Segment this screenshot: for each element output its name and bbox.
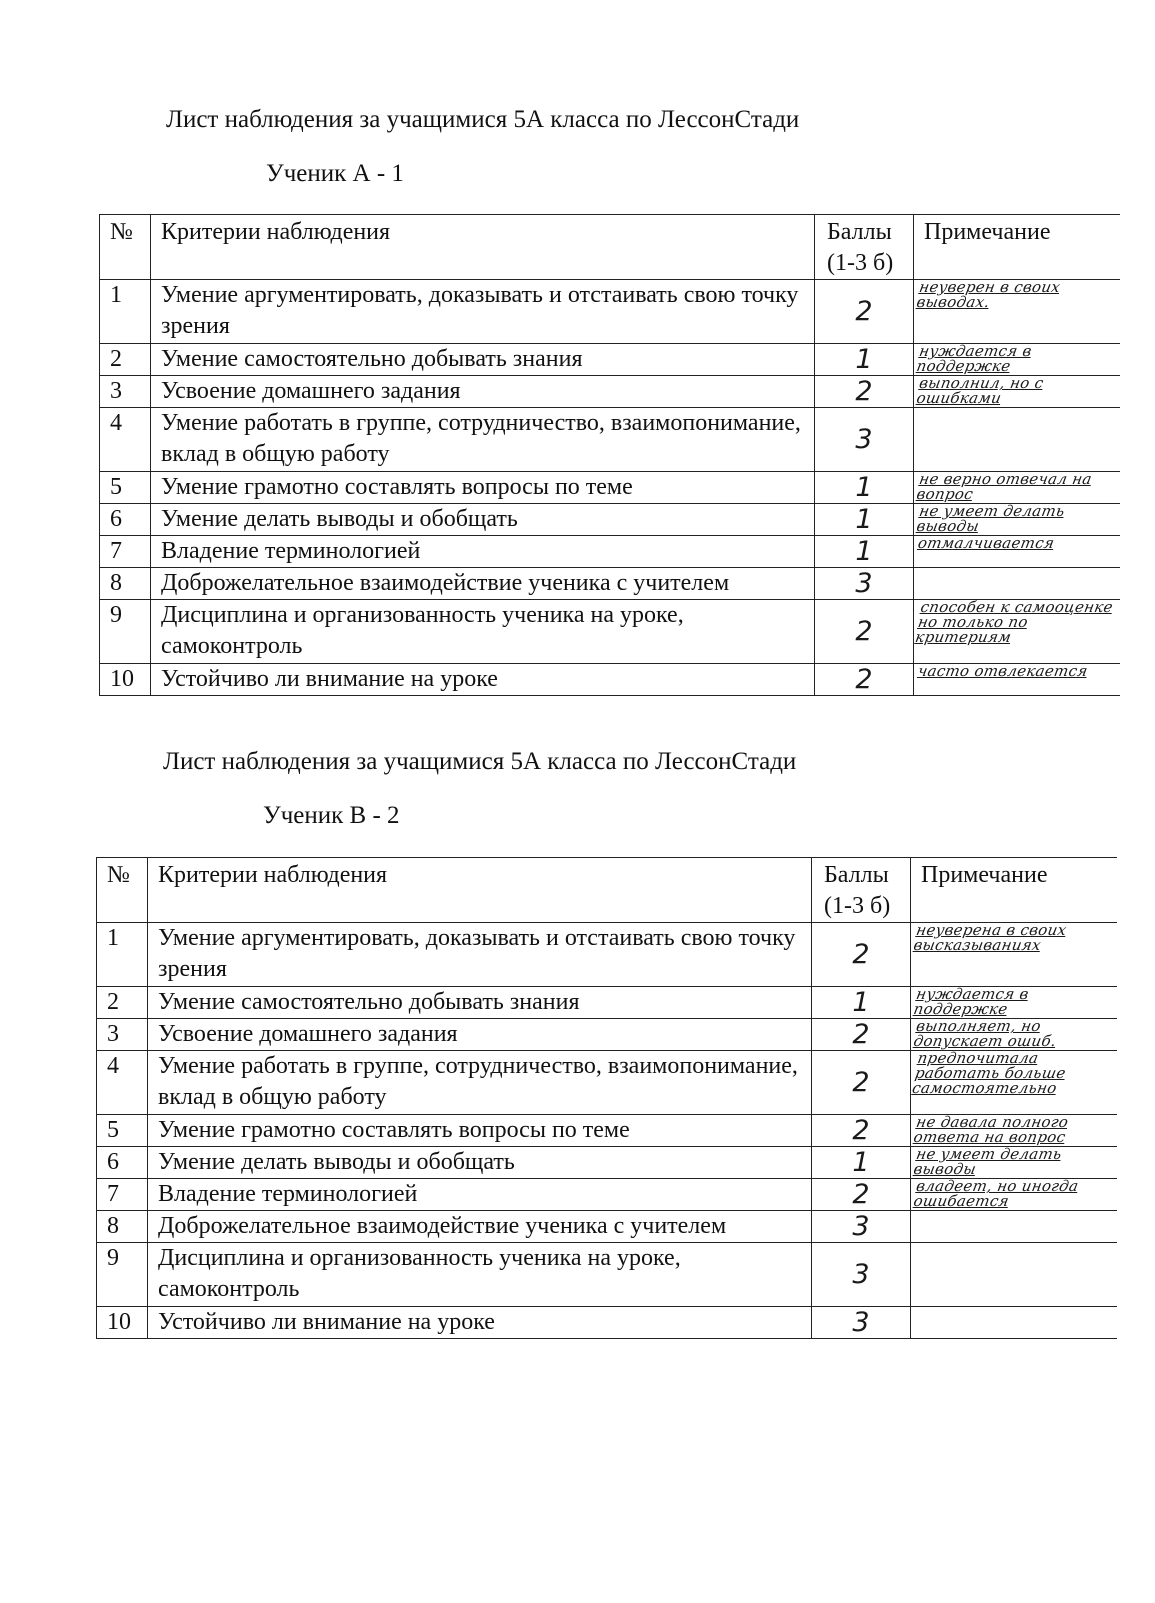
table-row bbox=[100, 600, 1120, 664]
table-row bbox=[100, 280, 1120, 344]
row-note-handwritten: не верно отвечал на вопрос bbox=[915, 470, 1094, 503]
table-row bbox=[100, 568, 1120, 600]
row-criterion: Устойчиво ли внимание на уроке bbox=[151, 664, 815, 696]
header-criteria: Критерии наблюдения bbox=[151, 215, 815, 280]
row-num: 10 bbox=[100, 664, 151, 696]
table-row bbox=[100, 536, 1120, 568]
table-row bbox=[97, 1179, 1117, 1211]
table-row bbox=[97, 1307, 1117, 1339]
row-note-handwritten: неуверена в своих высказываниях bbox=[912, 921, 1069, 954]
row-score-handwritten: 1 bbox=[815, 344, 914, 376]
table-row bbox=[100, 664, 1120, 696]
row-num: 4 bbox=[97, 1051, 148, 1115]
table-row bbox=[97, 1115, 1117, 1147]
table-row bbox=[100, 504, 1120, 536]
table-header-row bbox=[100, 215, 1120, 280]
row-note-handwritten: не умеет делать выводы bbox=[912, 1145, 1064, 1178]
row-criterion: Устойчиво ли внимание на уроке bbox=[148, 1307, 812, 1339]
table-row bbox=[100, 376, 1120, 408]
row-note-handwritten: предпочитала работать больше самостоятельно bbox=[910, 1049, 1068, 1097]
row-note-handwritten: не давала полного ответа на вопрос bbox=[912, 1113, 1070, 1146]
row-score-handwritten: 1 bbox=[812, 1147, 911, 1179]
row-note-handwritten: не умеет делать выводы bbox=[915, 502, 1067, 535]
row-criterion: Умение грамотно составлять вопросы по теме bbox=[148, 1115, 812, 1147]
table-row bbox=[97, 923, 1117, 987]
row-note-handwritten: отмалчивается bbox=[916, 534, 1056, 552]
row-score-handwritten: 2 bbox=[815, 664, 914, 696]
row-score-handwritten: 2 bbox=[815, 376, 914, 408]
row-criterion: Усвоение домашнего задания bbox=[151, 376, 815, 408]
sheet-title: Лист наблюдения за учащимися 5А класса по ЛессонСтади bbox=[163, 748, 797, 775]
row-note-handwritten: часто отвлекается bbox=[916, 662, 1090, 680]
row-criterion: Умение делать выводы и обобщать bbox=[151, 504, 815, 536]
row-criterion: Умение работать в группе, сотрудничество, взаимопонимание, вклад в общую работу bbox=[148, 1051, 812, 1115]
row-criterion: Усвоение домашнего задания bbox=[148, 1019, 812, 1051]
row-score-handwritten: 2 bbox=[815, 600, 914, 664]
table-row bbox=[100, 472, 1120, 504]
row-criterion: Умение аргументировать, доказывать и отстаивать свою точку зрения bbox=[151, 280, 815, 344]
row-score-handwritten: 3 bbox=[812, 1307, 911, 1339]
row-note-handwritten: владеет, но иногда ошибается bbox=[912, 1177, 1080, 1210]
observation-table bbox=[99, 214, 1120, 696]
row-score-handwritten: 1 bbox=[815, 536, 914, 568]
table-header-row bbox=[97, 858, 1117, 923]
row-score-handwritten: 2 bbox=[812, 1179, 911, 1211]
row-score-handwritten: 2 bbox=[812, 1051, 911, 1115]
row-criterion: Владение терминологией bbox=[148, 1179, 812, 1211]
row-criterion: Умение самостоятельно добывать знания bbox=[148, 987, 812, 1019]
row-num: 4 bbox=[100, 408, 151, 472]
table-row bbox=[97, 1019, 1117, 1051]
row-note-handwritten: неуверен в своих выводах. bbox=[915, 278, 1062, 311]
row-criterion: Умение грамотно составлять вопросы по теме bbox=[151, 472, 815, 504]
row-criterion: Дисциплина и организованность ученика на уроке, самоконтроль bbox=[148, 1243, 812, 1307]
row-num: 9 bbox=[97, 1243, 148, 1307]
sheet-title: Лист наблюдения за учащимися 5А класса по ЛессонСтади bbox=[166, 106, 800, 133]
row-criterion: Умение работать в группе, сотрудничество, взаимопонимание, вклад в общую работу bbox=[151, 408, 815, 472]
row-criterion: Доброжелательное взаимодействие ученика с учителем bbox=[148, 1211, 812, 1243]
header-note: Примечание bbox=[911, 858, 1117, 923]
table-row bbox=[97, 987, 1117, 1019]
row-criterion: Умение делать выводы и обобщать bbox=[148, 1147, 812, 1179]
header-score: Баллы (1-3 б) bbox=[815, 215, 914, 280]
row-num: 6 bbox=[97, 1147, 148, 1179]
row-criterion: Владение терминологией bbox=[151, 536, 815, 568]
row-score-handwritten: 1 bbox=[815, 504, 914, 536]
row-score-handwritten: 3 bbox=[815, 568, 914, 600]
table-row bbox=[100, 408, 1120, 472]
row-score-handwritten: 2 bbox=[812, 1019, 911, 1051]
row-criterion: Дисциплина и организованность ученика на уроке, самоконтроль bbox=[151, 600, 815, 664]
row-criterion: Умение аргументировать, доказывать и отстаивать свою точку зрения bbox=[148, 923, 812, 987]
row-score-handwritten: 1 bbox=[812, 987, 911, 1019]
table-row bbox=[97, 1051, 1117, 1115]
header-num: № bbox=[97, 858, 148, 923]
row-score-handwritten: 3 bbox=[812, 1211, 911, 1243]
row-note-handwritten: выполняет, но допускает ошиб. bbox=[912, 1017, 1058, 1050]
row-num: 5 bbox=[97, 1115, 148, 1147]
row-num: 8 bbox=[100, 568, 151, 600]
student-label: Ученик В - 2 bbox=[263, 802, 400, 829]
row-score-handwritten: 3 bbox=[815, 408, 914, 472]
row-num: 7 bbox=[100, 536, 151, 568]
row-score-handwritten: 1 bbox=[815, 472, 914, 504]
row-num: 8 bbox=[97, 1211, 148, 1243]
row-note-handwritten: нуждается в поддержке bbox=[915, 342, 1034, 375]
row-num: 1 bbox=[100, 280, 151, 344]
row-note-handwritten: способен к самооценке но только по критериям bbox=[913, 598, 1115, 646]
row-num: 2 bbox=[100, 344, 151, 376]
header-criteria: Критерии наблюдения bbox=[148, 858, 812, 923]
row-note-handwritten: нуждается в поддержке bbox=[912, 985, 1031, 1018]
header-note: Примечание bbox=[914, 215, 1120, 280]
table-row bbox=[97, 1243, 1117, 1307]
row-criterion: Доброжелательное взаимодействие ученика с учителем bbox=[151, 568, 815, 600]
row-num: 5 bbox=[100, 472, 151, 504]
row-num: 7 bbox=[97, 1179, 148, 1211]
header-num: № bbox=[100, 215, 151, 280]
row-num: 3 bbox=[100, 376, 151, 408]
row-criterion: Умение самостоятельно добывать знания bbox=[151, 344, 815, 376]
row-num: 1 bbox=[97, 923, 148, 987]
row-score-handwritten: 2 bbox=[815, 280, 914, 344]
table-row bbox=[97, 1211, 1117, 1243]
row-num: 6 bbox=[100, 504, 151, 536]
observation-table bbox=[96, 857, 1117, 1339]
table-row bbox=[97, 1147, 1117, 1179]
row-num: 10 bbox=[97, 1307, 148, 1339]
row-note-handwritten: выполнил, но с ошибками bbox=[915, 374, 1046, 407]
row-score-handwritten: 3 bbox=[812, 1243, 911, 1307]
row-num: 2 bbox=[97, 987, 148, 1019]
row-num: 3 bbox=[97, 1019, 148, 1051]
table-row bbox=[100, 344, 1120, 376]
row-score-handwritten: 2 bbox=[812, 1115, 911, 1147]
header-score: Баллы (1-3 б) bbox=[812, 858, 911, 923]
student-label: Ученик А - 1 bbox=[266, 160, 404, 187]
row-num: 9 bbox=[100, 600, 151, 664]
row-score-handwritten: 2 bbox=[812, 923, 911, 987]
